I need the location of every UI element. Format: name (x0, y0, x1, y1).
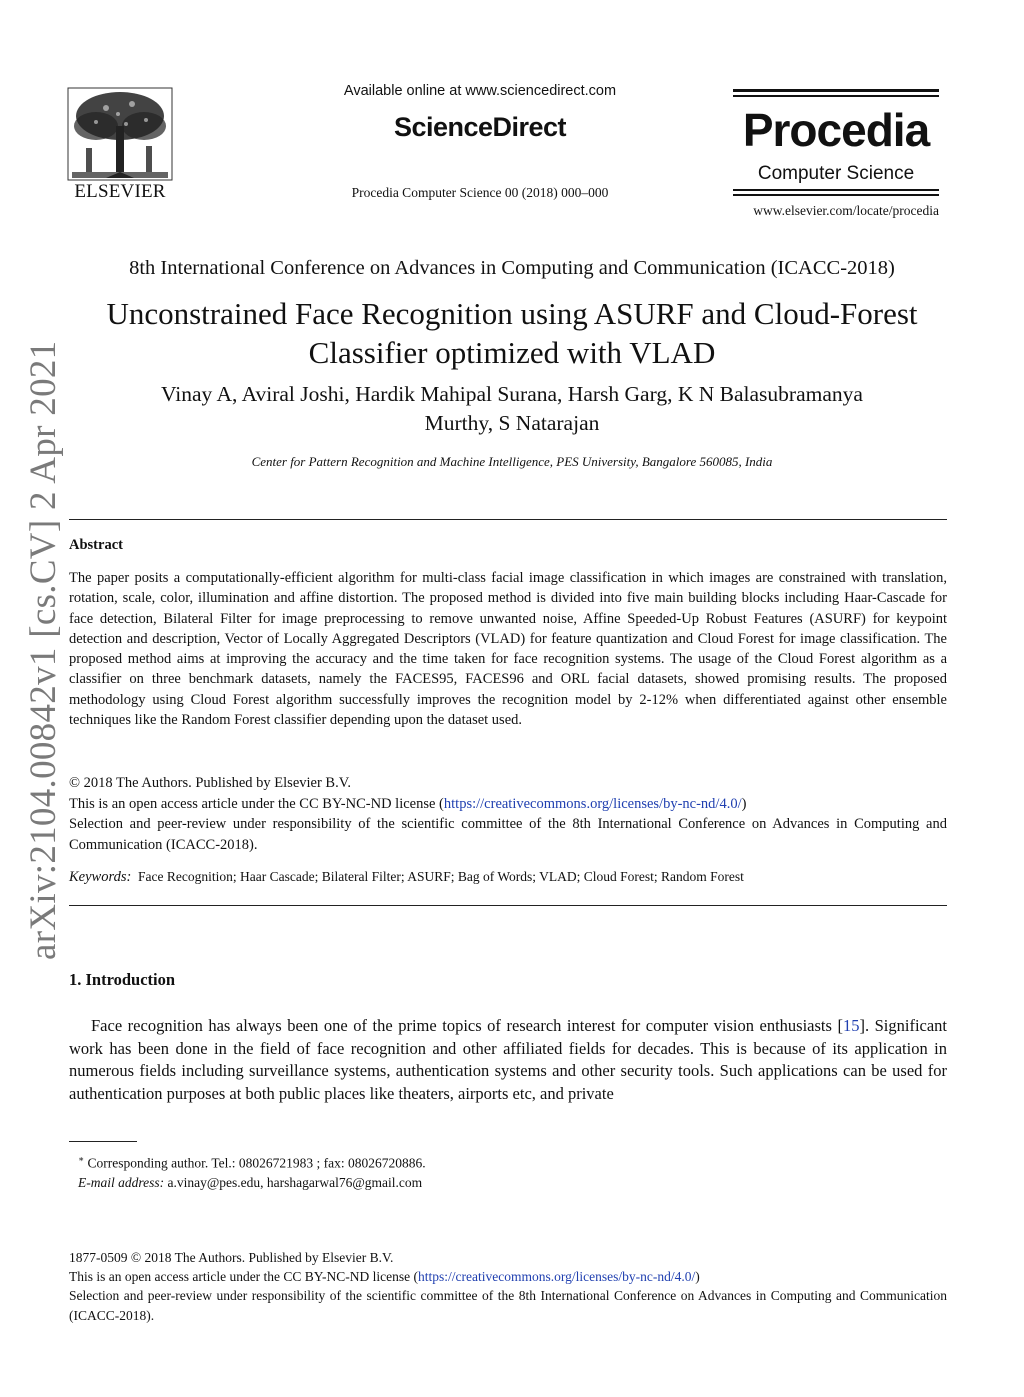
footnote (78, 1150, 938, 1193)
procedia-url[interactable]: www.elsevier.com/locate/procedia (753, 203, 939, 218)
procedia-rule (733, 89, 939, 92)
license-line (69, 794, 947, 815)
copyright-line: © 2018 The Authors. Published by Elsevier B.V. (69, 775, 351, 791)
available-online-text: Available online at www.sciencedirect.com (343, 83, 617, 99)
license-suffix: ) (695, 1269, 700, 1285)
email-addresses: a.vinay@pes.edu, harshagarwal76@gmail.com (167, 1175, 423, 1190)
copyright-block (69, 773, 947, 855)
peer-review-statement: Selection and peer-review under responsibility of the scientific committee of the 8th International Conference on Advances in Computing and Communication (ICACC-2018). (69, 816, 947, 853)
arxiv-stamp: arXiv:2104.00842v1 [cs.CV] 2 Apr 2021 (23, 340, 64, 960)
publisher-name: ELSEVIER (74, 181, 166, 202)
abstract-text: The paper posits a computationally-efficient algorithm for multi-class facial image classification in which images are constrained with translation, rotation, scale, color, illumination and affine distortion. The proposed method is divided into five main building blocks including Haar-Cascade for face detection, Bilateral Filter for image preprocessing to remove unwanted noise, Affine Speeded-Up Robust Features (ASURF) for keypoint detection and description, Vector of Locally Aggregated Descriptors (VLAD) for feature quantization and Cloud Forest for image classification. The proposed method aims at improving the accuracy and the time taken for face recognition systems. The usage of the Cloud Forest algorithm as a classifier on three benchmark datasets, namely the FACES95, FACES96 and ORL facial datasets, showed promising results. The proposed methodology using Cloud Forest algorithm successfully improves the recognition model by 2-12% when differentiated against other ensemble techniques like the Random Forest classifier depending upon the dataset used. (69, 570, 947, 729)
keywords (69, 869, 947, 886)
issn-line: 1877-0509 © 2018 The Authors. Published by Elsevier B.V. (69, 1250, 394, 1265)
footnote-rule (69, 1141, 137, 1142)
procedia-rule (733, 189, 939, 191)
introduction-paragraph (69, 1015, 947, 1105)
procedia-rule (733, 95, 939, 97)
author-line: Vinay A, Aviral Joshi, Hardik Mahipal Surana, Harsh Garg, K N Balasubramanya (161, 382, 863, 406)
abstract-heading: Abstract (69, 537, 123, 553)
keywords-label: Keywords: (69, 869, 132, 885)
footnote-marker: ∗ (78, 1154, 85, 1164)
email-label: E-mail address: (78, 1175, 165, 1190)
corresponding-text: Corresponding author. Tel.: 08026721983 ; fax: 08026720886. (87, 1155, 426, 1171)
bottom-copyright-block (69, 1248, 947, 1325)
keywords-list: Face Recognition; Haar Cascade; Bilateral Filter; ASURF; Bag of Words; VLAD; Cloud Forest; Random Forest (138, 869, 744, 884)
license-prefix: This is an open access article under the CC BY-NC-ND license ( (69, 795, 444, 812)
email-line (78, 1173, 938, 1193)
abstract-bottom-rule (69, 905, 947, 906)
paper-title-line: Unconstrained Face Recognition using ASURF and Cloud-Forest (106, 296, 918, 331)
bottom-peer-review: Selection and peer-review under responsibility of the scientific committee of the 8th International Conference on Advances in Computing and Communication (ICACC-2018). (69, 1288, 947, 1323)
procedia-logo: Procedia (742, 104, 930, 156)
citation-link[interactable]: 15 (842, 1016, 860, 1035)
intro-text-part: Face recognition has always been one of the prime topics of research interest for computer vision enthusiasts [ (91, 1016, 843, 1035)
paper-title-line: Classifier optimized with VLAD (308, 335, 716, 370)
section-heading-introduction: 1. Introduction (69, 970, 176, 989)
author-list (60, 380, 964, 438)
abstract-top-rule (69, 519, 947, 520)
journal-reference: Procedia Computer Science 00 (2018) 000–000 (351, 185, 609, 200)
bottom-license-line (69, 1267, 947, 1286)
license-link[interactable]: https://creativecommons.org/licenses/by-nc-nd/4.0/ (443, 795, 742, 812)
author-line: Murthy, S Natarajan (424, 411, 600, 435)
paper-title (60, 294, 964, 372)
bottom-license-link[interactable]: https://creativecommons.org/licenses/by-nc-nd/4.0/ (418, 1269, 696, 1285)
procedia-subtitle: Computer Science (757, 163, 915, 184)
affiliation: Center for Pattern Recognition and Machine Intelligence, PES University, Bangalore 560085, India (251, 454, 773, 469)
corresponding-author (78, 1150, 938, 1173)
intro-text-part: ]. Significant work has been done in the field of face recognition and other affiliated fields for decades. This is because of its application in numerous fields including surveillance systems, authentication systems and other security tools. Such applications can be used for authentication purposes at both public places like theaters, airports etc, and private (69, 1016, 948, 1103)
license-prefix: This is an open access article under the CC BY-NC-ND license ( (69, 1269, 419, 1285)
procedia-rule (733, 194, 939, 196)
conference-name: 8th International Conference on Advances in Computing and Communication (ICACC-2018) (129, 257, 895, 279)
license-suffix: ) (741, 795, 747, 812)
sciencedirect-logo: ScienceDirect (393, 112, 567, 142)
